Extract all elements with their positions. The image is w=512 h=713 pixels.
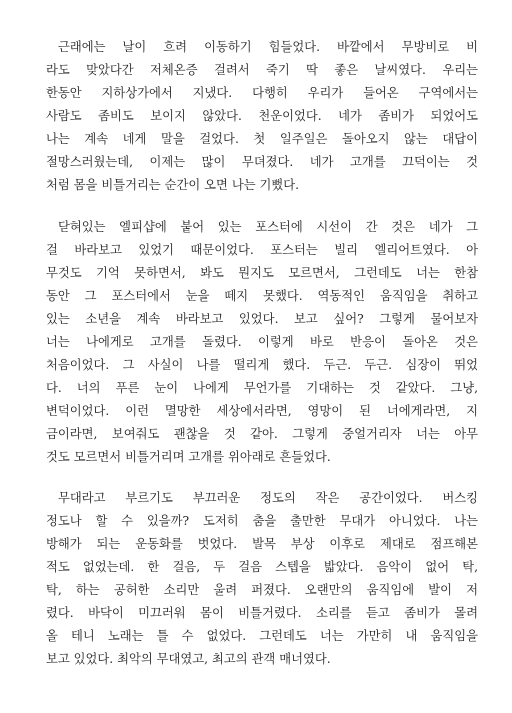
paragraph-3-line-6: 렸다. 바닥이 미끄러워 몸이 비틀거렸다. 소리를 듣고 좀비가 몰려 — [46, 606, 478, 620]
paragraph-3-line-7: 올 테니 노래는 틀 수 없었다. 그런데도 너는 가만히 내 움직임을 — [46, 629, 478, 643]
paragraph-1-line-1: 근래에는 날이 흐려 이동하기 힘들었다. 바깥에서 무방비로 비 — [58, 40, 478, 54]
paragraph-2-line-7: 처음이었다. 그 사실이 나를 떨리게 했다. 두근. 두근. 심장이 뛰었 — [46, 358, 478, 372]
paragraph-2-line-9: 변덕이었다. 이런 멸망한 세상에서라면, 영망이 된 너에게라면, 지 — [46, 404, 478, 418]
paragraph-2-line-4: 동안 그 포스터에서 눈을 떼지 못했다. 역동적인 움직임을 취하고 — [46, 289, 478, 303]
paragraph-2-line-5: 있는 소년을 계속 바라보고 있었다. 보고 싶어? 그렇게 물어보자 — [46, 312, 478, 326]
paragraph-1-line-6: 절망스러웠는데, 이제는 많이 무뎌졌다. 네가 고개를 끄덕이는 것 — [46, 155, 478, 169]
paragraph-1-line-7: 처럼 몸을 비틀거리는 순간이 오면 나는 기뻤다. — [46, 178, 300, 192]
paragraph-3-line-4: 적도 없었는데. 한 걸음, 두 걸음 스텝을 밟았다. 음악이 없어 탁, — [46, 560, 478, 574]
paragraph-2-line-11: 것도 모르면서 비틀거리며 고개를 위아래로 흔들었다. — [46, 450, 331, 464]
paragraph-3-line-8: 보고 있었다. 최악의 무대였고, 최고의 관객 매너였다. — [46, 652, 331, 666]
paragraph-1-line-2: 라도 맞았다간 저체온증 걸려서 죽기 딱 좋은 날씨였다. 우리는 — [46, 63, 478, 77]
paragraph-2-line-1: 닫혀있는 엘피샵에 붙어 있는 포스터에 시선이 간 것은 네가 그 — [58, 220, 478, 234]
paragraph-1-line-3: 한동안 지하상가에서 지냈다. 다행히 우리가 들어온 구역에서는 — [46, 86, 478, 100]
paragraph-1-line-5: 나는 계속 네게 말을 걸었다. 첫 일주일은 돌아오지 않는 대답이 — [46, 132, 478, 146]
paragraph-2-line-2: 걸 바라보고 있었기 때문이었다. 포스터는 빌리 엘리어트였다. 아 — [46, 243, 478, 257]
paragraph-3-line-1: 무대라고 부르기도 부끄러운 정도의 작은 공간이었다. 버스킹 — [58, 491, 478, 505]
paragraph-3-line-5: 탁, 하는 공허한 소리만 울려 퍼졌다. 오랜만의 움직임에 발이 저 — [46, 583, 478, 597]
paragraph-1-line-4: 사람도 좀비도 보이지 않았다. 천운이었다. 네가 좀비가 되었어도 — [46, 109, 478, 123]
paragraph-3-line-3: 방해가 되는 운동화를 벗었다. 발목 부상 이후로 제대로 점프해본 — [46, 537, 478, 551]
paragraph-2-line-6: 너는 나에게로 고개를 돌렸다. 이렇게 바로 반응이 돌아온 것은 — [46, 335, 478, 349]
paragraph-2-line-10: 금이라면, 보여줘도 괜찮을 것 같아. 그렇게 중얼거리자 너는 아무 — [46, 427, 478, 441]
paragraph-3-line-2: 정도나 할 수 있을까? 도저히 춤을 출만한 무대가 아니었다. 나는 — [46, 514, 478, 528]
paragraph-2-line-8: 다. 너의 푸른 눈이 나에게 무언가를 기대하는 것 같았다. 그냥, — [46, 381, 478, 395]
paragraph-2-line-3: 무것도 기억 못하면서, 봐도 뭔지도 모르면서, 그런데도 너는 한참 — [46, 266, 478, 280]
